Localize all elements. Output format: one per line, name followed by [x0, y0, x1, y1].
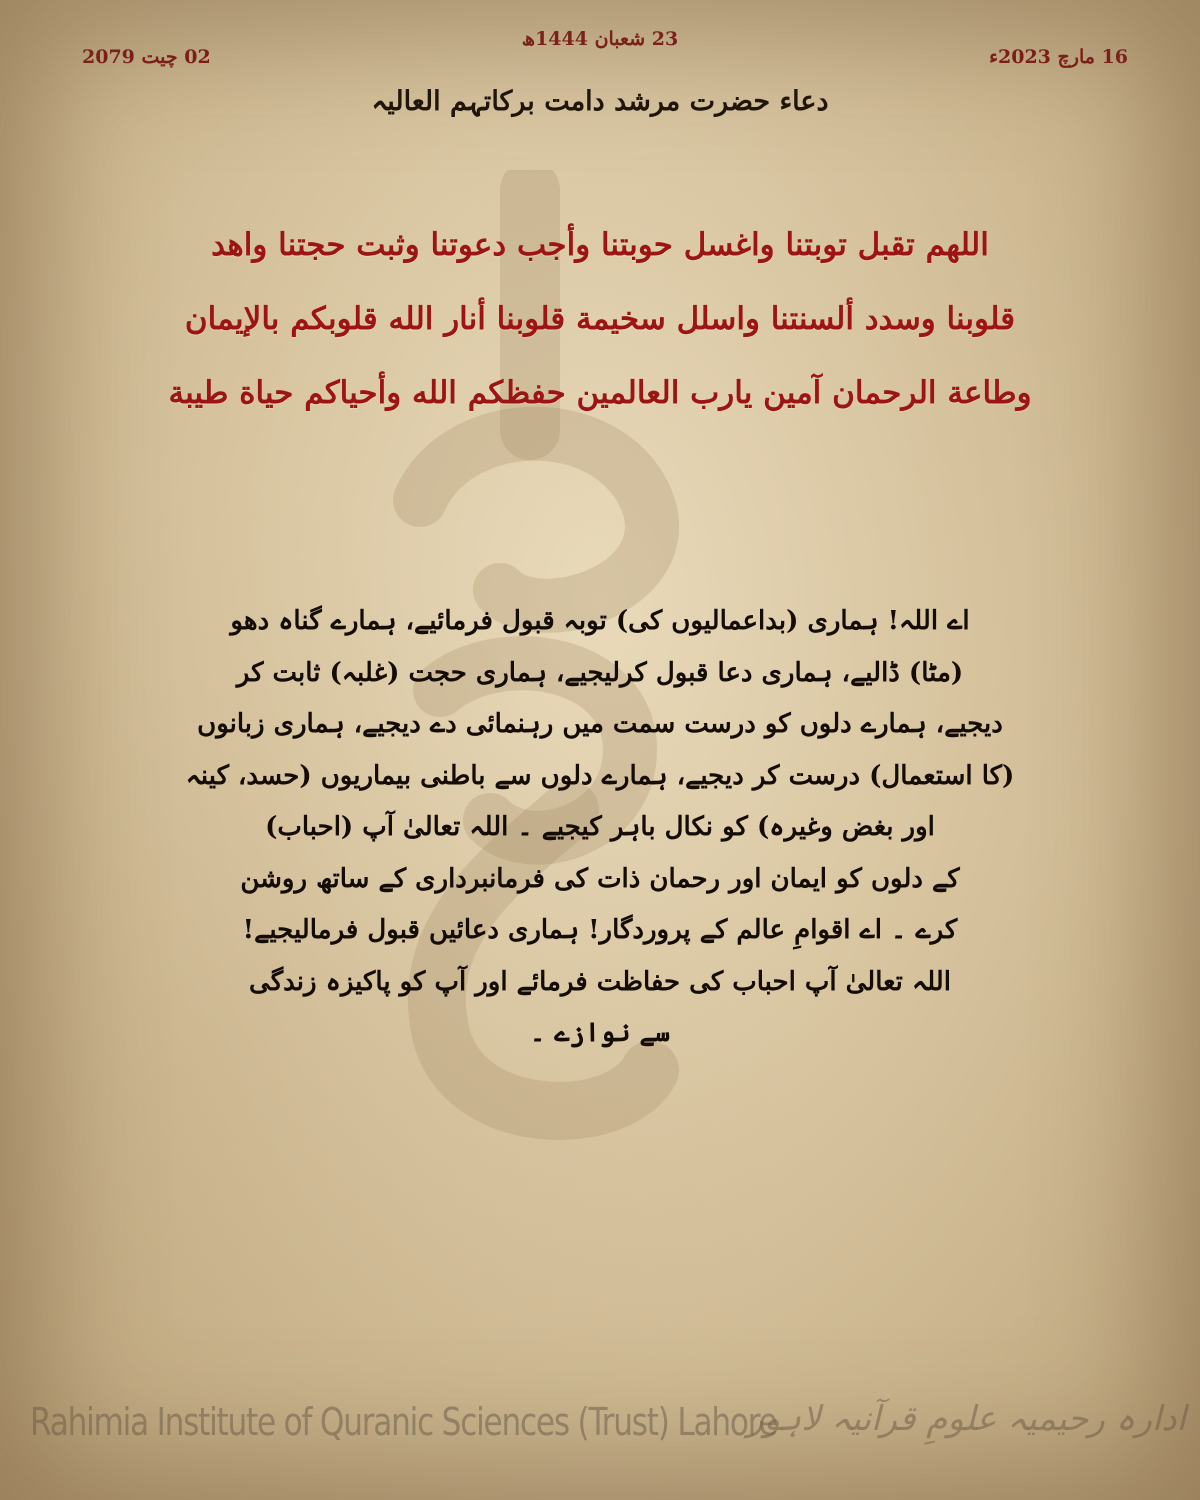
hijri-date: 23 شعبان 1444ھ — [521, 28, 679, 50]
bikrami-date: 02 چیت 2079 — [82, 46, 211, 68]
urdu-translation — [160, 596, 1040, 1060]
institute-name-english: Rahimia Institute of Quranic Sciences (Trust) Lahore — [30, 1400, 777, 1444]
urdu-line: اور بغض وغیرہ) کو نکال باہر کیجیے ۔ اللہ تعالیٰ آپ (احباب) — [265, 812, 935, 842]
urdu-line: (کا استعمال) درست کر دیجیے، ہمارے دلوں سے باطنی بیماریوں (حسد، کینہ — [185, 760, 1015, 791]
urdu-line: اللہ تعالیٰ آپ احباب کی حفاظت فرمائے اور آپ کو پاکیزہ زندگی — [249, 966, 951, 997]
arabic-line: وطاعة الرحمان آمين يارب العالمين حفظكم الله وأحياكم حياة طيبة — [168, 375, 1032, 411]
urdu-line: کرے ۔ اے اقوامِ عالم کے پروردگار! ہماری دعائیں قبول فرمالیجیے! — [242, 915, 958, 945]
urdu-line: کے دلوں کو ایمان اور رحمان ذات کی فرمانبرداری کے ساتھ روشن — [240, 863, 960, 894]
arabic-prayer — [80, 208, 1120, 430]
urdu-line: (مٹا) ڈالیے، ہماری دعا قبول کرلیجیے، ہماری حجت (غلبہ) ثابت کر — [236, 657, 964, 688]
urdu-line: سے نوازے ۔ — [530, 1018, 670, 1048]
urdu-line: دیجیے، ہمارے دلوں کو درست سمت میں رہنمائی دے دیجیے، ہماری زبانوں — [197, 709, 1003, 739]
arabic-line: قلوبنا وسدد ألسنتنا واسلل سخيمة قلوبنا أنار الله قلوبكم بالإيمان — [184, 301, 1016, 337]
arabic-line: اللهم تقبل توبتنا واغسل حوبتنا وأجب دعوتنا وثبت حجتنا واهد — [211, 227, 989, 263]
page-title: دعاء حضرت مرشد دامت برکاتہم العالیہ — [371, 86, 829, 117]
urdu-line: اے اللہ! ہماری (بداعمالیوں کی) توبہ قبول فرمائیے، ہمارے گناہ دھو — [230, 606, 970, 636]
institute-name-urdu: ادارہ رحیمیہ علومِ قرآنیہ لاہور — [747, 1399, 1186, 1439]
gregorian-date: 16 مارچ 2023ء — [989, 46, 1128, 68]
